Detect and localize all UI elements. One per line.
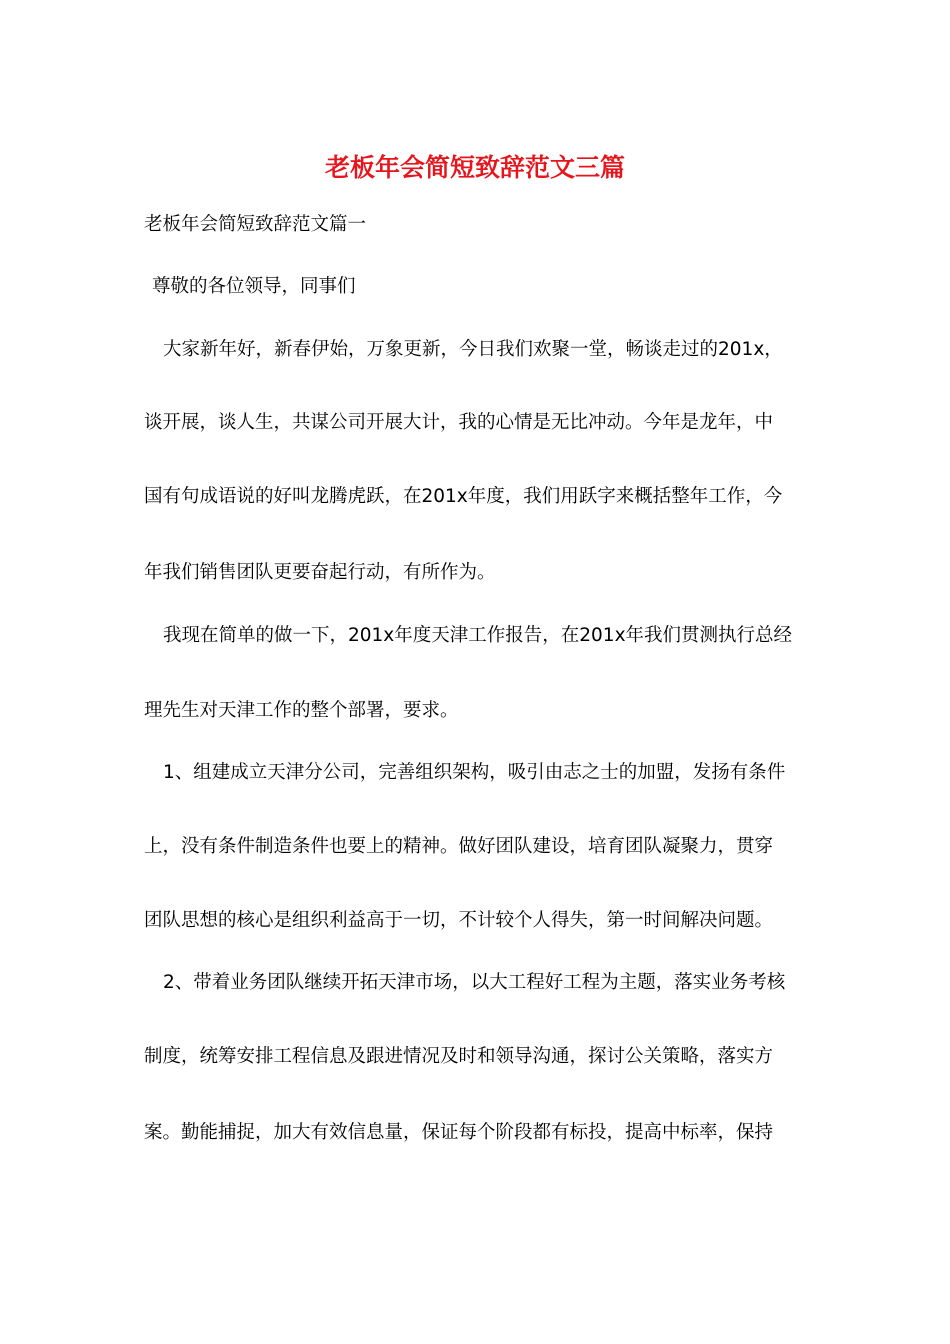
paragraph-line: 团队思想的核心是组织利益高于一切，不计较个人得失，第一时间解决问题。 bbox=[144, 910, 774, 931]
paragraph-line: 1、组建成立天津分公司，完善组织架构，吸引由志之士的加盟，发扬有条件 bbox=[163, 762, 786, 783]
paragraph-line: 谈开展，谈人生，共谋公司开展大计，我的心情是无比冲动。今年是龙年，中 bbox=[144, 412, 774, 433]
paragraph-line: 制度，统筹安排工程信息及跟进情况及时和领导沟通，探讨公关策略，落实方 bbox=[144, 1046, 774, 1067]
paragraph-line: 上，没有条件制造条件也要上的精神。做好团队建设，培育团队凝聚力，贯穿 bbox=[144, 836, 774, 857]
salutation: 尊敬的各位领导，同事们 bbox=[152, 276, 356, 297]
paragraph-line: 我现在简单的做一下，201x年度天津工作报告，在201x年我们贯测执行总经 bbox=[163, 625, 793, 646]
paragraph-line: 2、带着业务团队继续开拓天津市场，以大工程好工程为主题，落实业务考核 bbox=[163, 972, 786, 993]
document-title: 老板年会简短致辞范文三篇 bbox=[324, 153, 625, 182]
paragraph-line: 案。勤能捕捉，加大有效信息量，保证每个阶段都有标投，提高中标率，保持 bbox=[144, 1122, 774, 1143]
paragraph-line: 理先生对天津工作的整个部署，要求。 bbox=[144, 700, 459, 721]
paragraph-line: 大家新年好，新春伊始，万象更新，今日我们欢聚一堂，畅谈走过的201x， bbox=[163, 339, 783, 360]
section-heading: 老板年会简短致辞范文篇一 bbox=[144, 214, 367, 235]
paragraph-line: 国有句成语说的好叫龙腾虎跃，在201x年度，我们用跃字来概括整年工作，今 bbox=[144, 486, 783, 507]
paragraph-line: 年我们销售团队更要奋起行动，有所作为。 bbox=[144, 562, 496, 583]
